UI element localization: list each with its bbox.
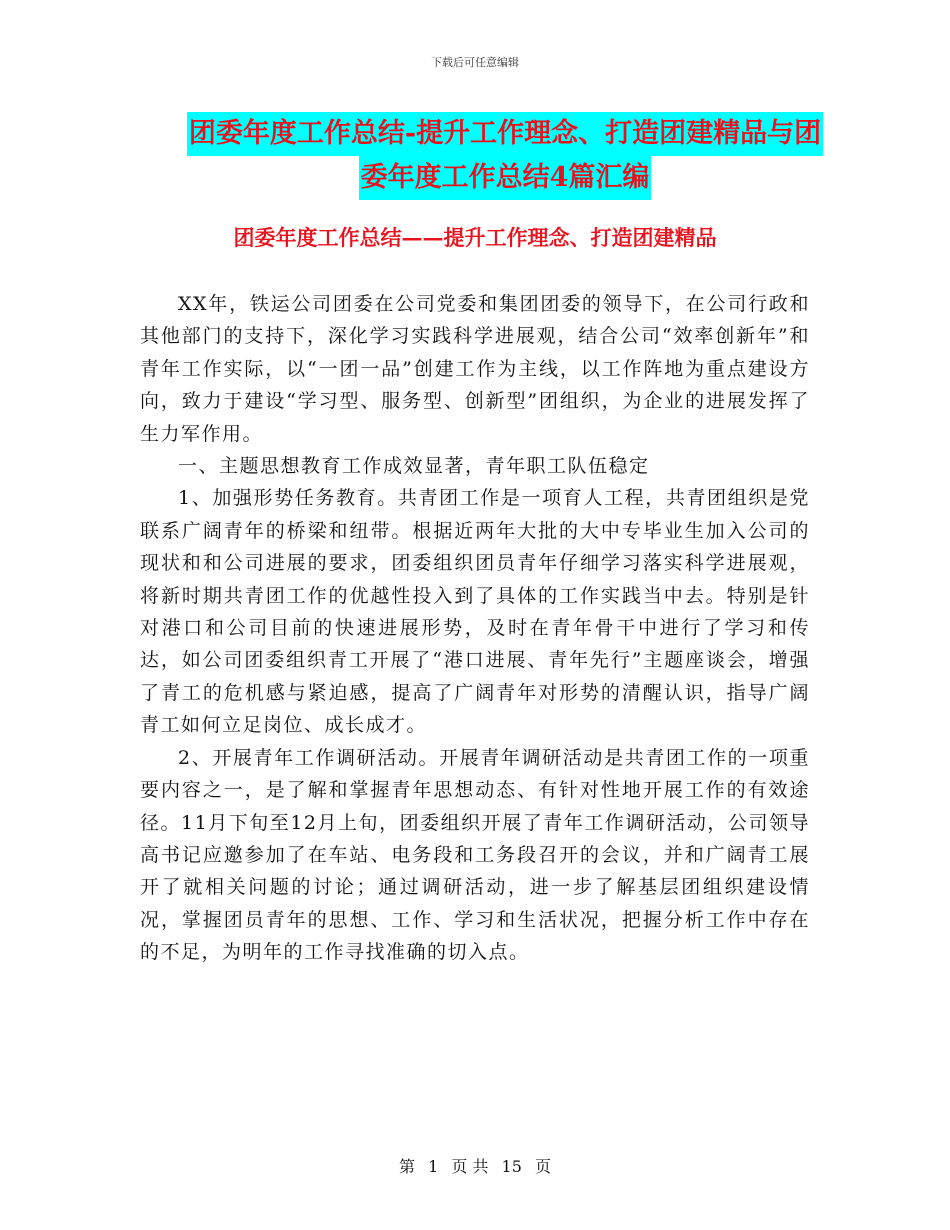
paragraph-intro: XX年，铁运公司团委在公司党委和集团团委的领导下，在公司行政和其他部门的支持下，深化学习实践科学进展观，结合公司“效率创新年”和青年工作实际，以“一团一品”创建工作为主线，以工作阵地为重点建设方向，致力于建设“学习型、服务型、创新型”团组织，为企业的进展发挥了生力军作用。 <box>140 293 810 445</box>
document-title <box>180 112 830 200</box>
footer-total-pages: 15 <box>501 1157 522 1176</box>
footer-prefix: 第 <box>398 1157 415 1176</box>
section-title: 团委年度工作总结——提升工作理念、打造团建精品 <box>233 225 717 250</box>
footer-middle: 页 共 <box>451 1157 489 1176</box>
document-body <box>140 288 810 969</box>
paragraph-item-2: 2、开展青年工作调研活动。开展青年调研活动是共青团工作的一项重要内容之一，是了解和掌握青年思想动态、有针对性地开展工作的有效途径。11月下旬至12月上旬，团委组织开展了青年工作调研活动，公司领导高书记应邀参加了在车站、电务段和工务段召开的会议，并和广阔青工展开了就相关问题的讨论；通过调研活动，进一步了解基层团组织建设情况，掌握团员青年的思想、工作、学习和生活状况，把握分析工作中存在的不足，为明年的工作寻找准确的切入点。 <box>140 746 810 964</box>
header-note: 下载后可任意编辑 <box>431 56 519 69</box>
footer-suffix: 页 <box>535 1157 552 1176</box>
footer-page-number: 1 <box>428 1157 439 1176</box>
document-title-line-2: 委年度工作总结4篇汇编 <box>359 156 652 200</box>
paragraph-item-1: 1、加强形势任务教育。共青团工作是一项育人工程，共青团组织是党联系广阔青年的桥梁和纽带。根据近两年大批的大中专毕业生加入公司的现状和和公司进展的要求，团委组织团员青年仔细学习落实科学进展观，将新时期共青团工作的优越性投入到了具体的工作实践当中去。特别是针对港口和公司目前的快速进展形势，及时在青年骨干中进行了学习和传达，如公司团委组织青工开展了“港口进展、青年先行”主题座谈会，增强了青工的危机感与紧迫感，提高了广阔青年对形势的清醒认识，指导广阔青工如何立足岗位、成长成才。 <box>140 487 810 737</box>
document-title-line-1: 团委年度工作总结-提升工作理念、打造团建精品与团 <box>187 112 823 156</box>
paragraph-heading-1: 一、主题思想教育工作成效显著，青年职工队伍稳定 <box>178 455 650 478</box>
page-footer <box>0 1154 950 1177</box>
